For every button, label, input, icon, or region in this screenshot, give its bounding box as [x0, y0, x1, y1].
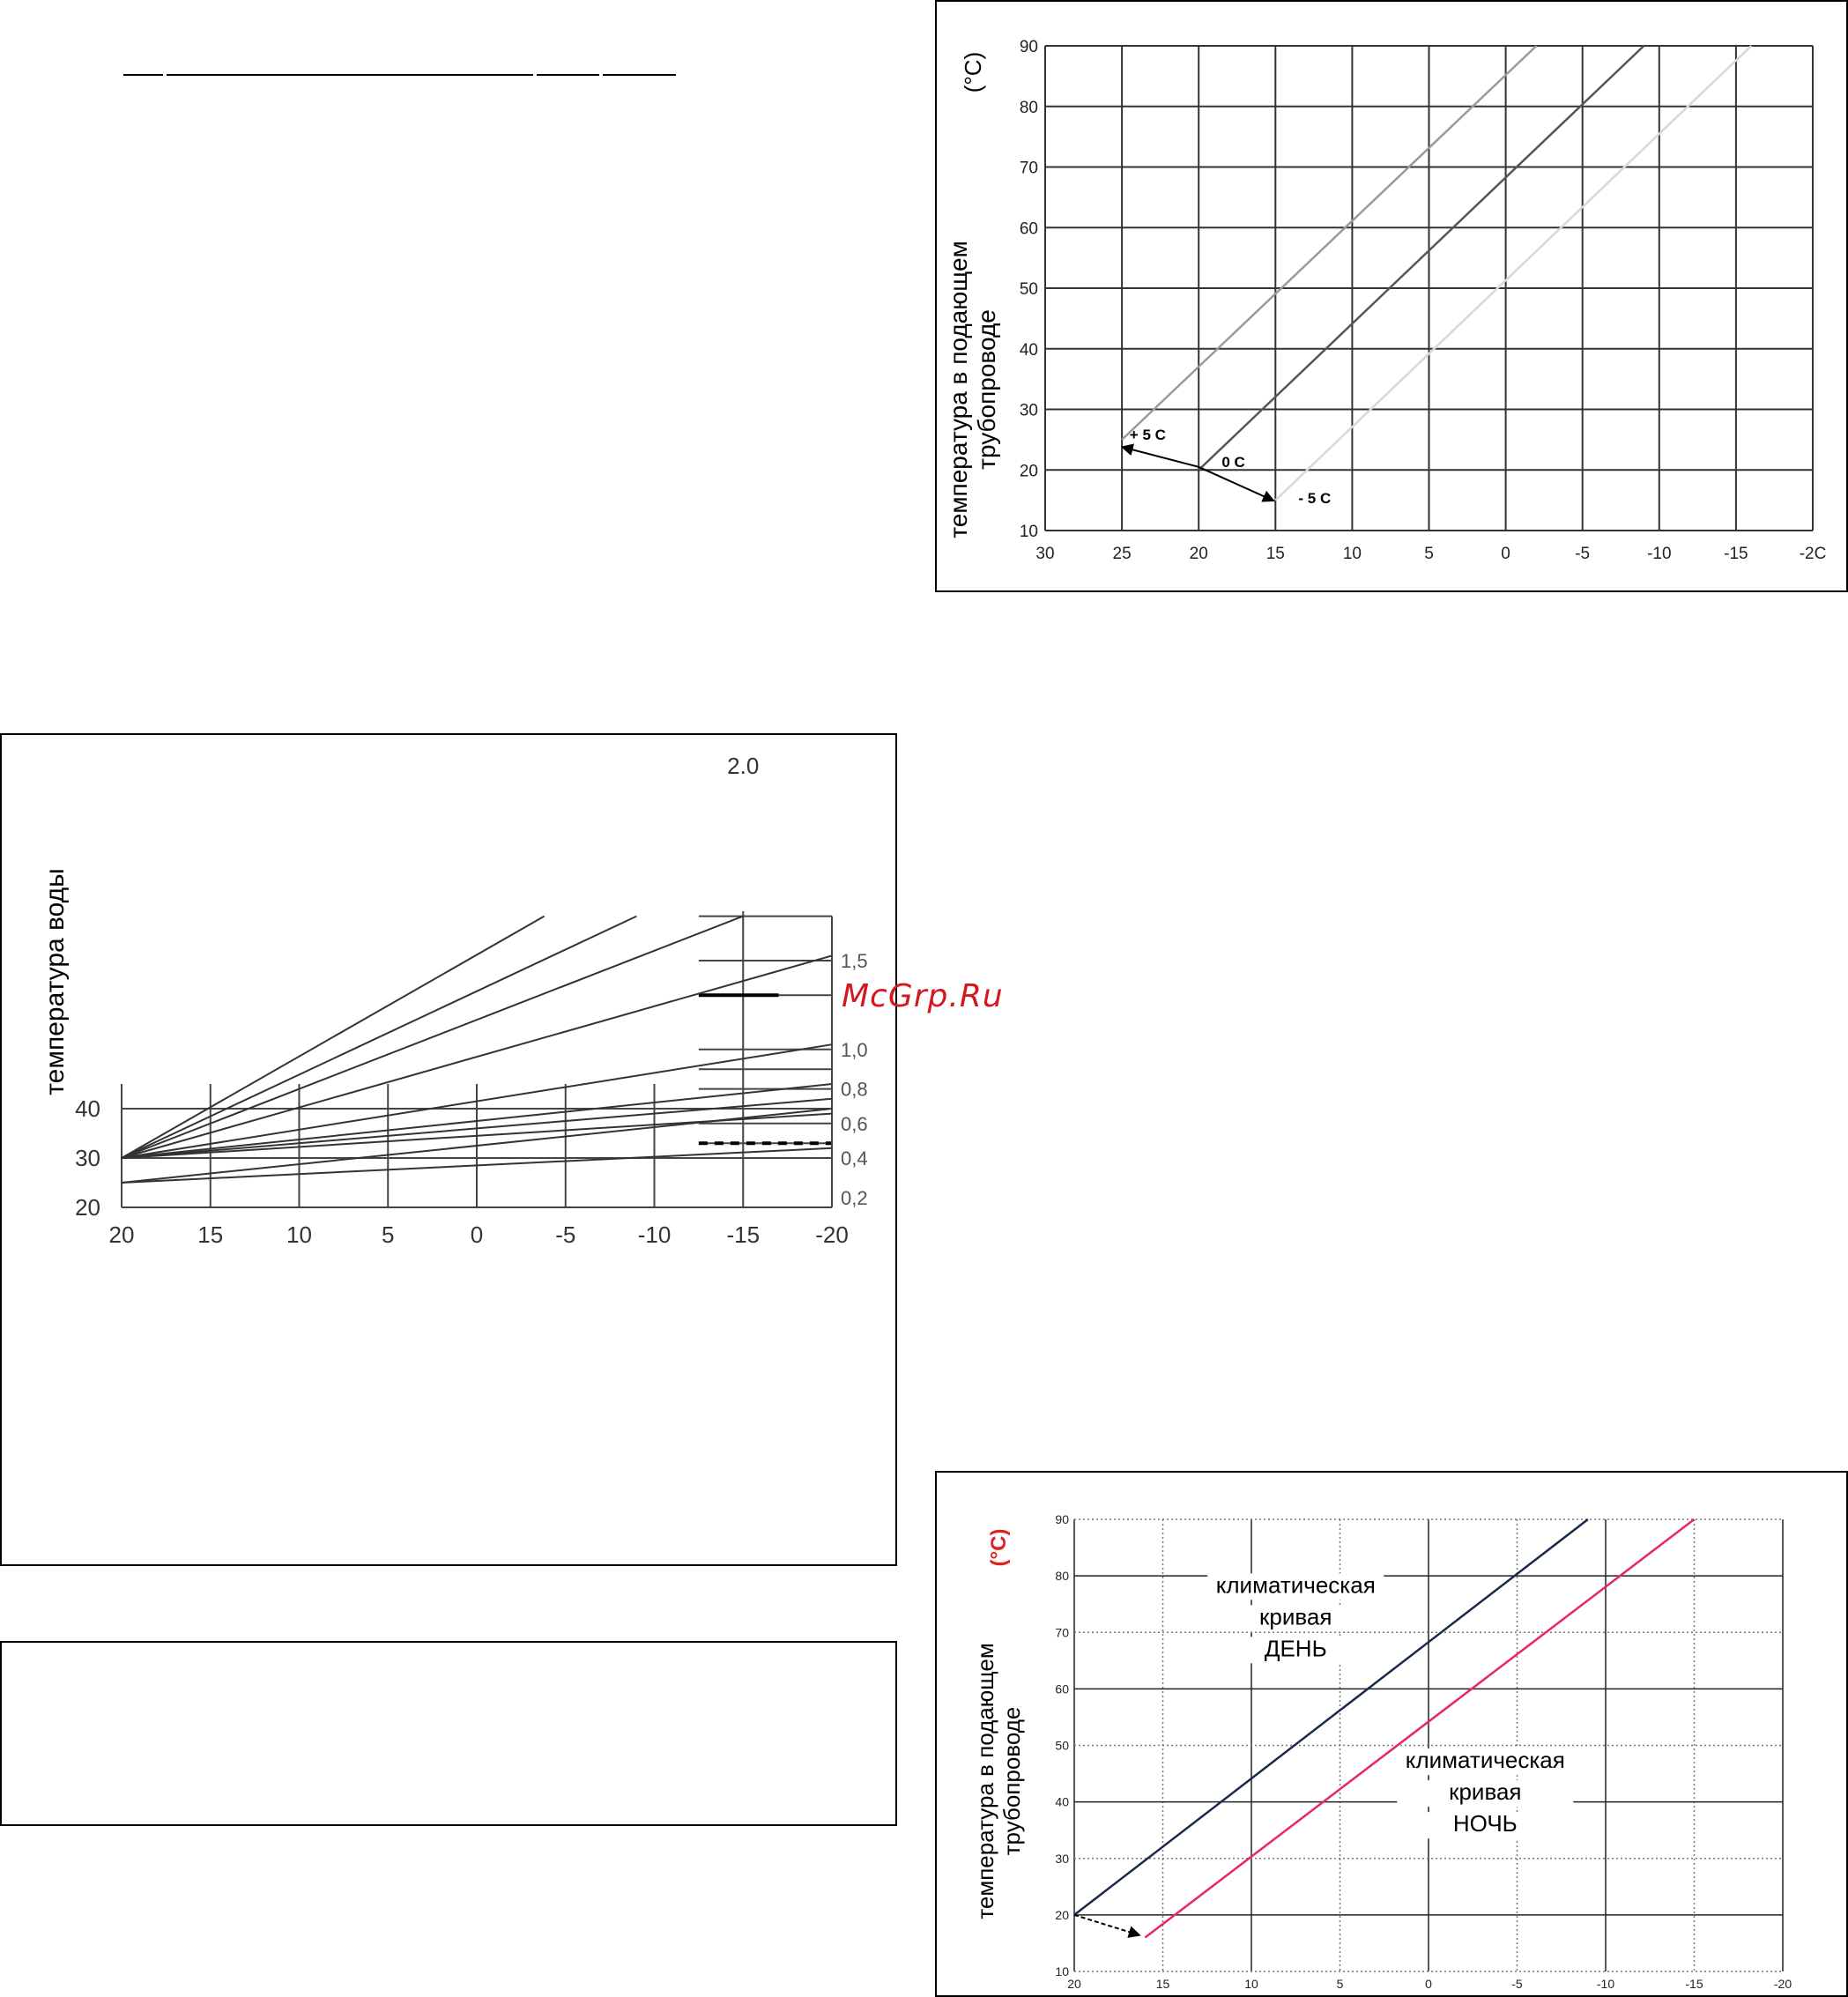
x-tick-label: 20	[1067, 1977, 1081, 1991]
day-curve-label: ДЕНЬ	[1264, 1635, 1327, 1662]
x-tick-label: -5	[1575, 545, 1591, 563]
night-curve-label: кривая	[1449, 1778, 1522, 1806]
y-tick-label: 30	[75, 1145, 100, 1171]
family-chart-frame	[0, 733, 897, 1566]
shift-chart-frame	[935, 0, 1848, 592]
x-tick-label: 20	[1189, 545, 1208, 563]
x-tick-label: -20	[815, 1221, 849, 1248]
x-tick-label: -15	[726, 1221, 761, 1248]
y-tick-label: 80	[1055, 1569, 1069, 1584]
day-curve-label: кривая	[1259, 1603, 1332, 1630]
night-curve-label: климатическая	[1405, 1747, 1565, 1774]
y-tick-label: 70	[1019, 159, 1038, 178]
y-axis-label-text: температура воды	[41, 868, 70, 1095]
daynight-chart-frame	[935, 1471, 1848, 1997]
night-curve-label: НОЧЬ	[1452, 1810, 1518, 1837]
y-tick-label: 80	[1019, 98, 1038, 117]
x-tick-label: -10	[1596, 1977, 1615, 1991]
curve-label: 0,6	[841, 1112, 868, 1135]
x-tick-label: -15	[1685, 1977, 1703, 1991]
day-curve-label: климатическая	[1215, 1571, 1376, 1599]
y-axis-label	[945, 52, 1000, 538]
y-tick-label: 10	[1019, 523, 1038, 541]
y-axis-label-line2: трубопроводе	[973, 309, 1000, 470]
x-tick-label: -5	[1511, 1977, 1523, 1991]
y-tick-label: 30	[1019, 401, 1038, 420]
shift-arrow	[1199, 467, 1273, 501]
curve-label: 1,5	[841, 950, 868, 972]
curve-line	[122, 917, 743, 1158]
annotation-label: - 5 C	[1298, 490, 1332, 508]
y-tick-label: 50	[1055, 1738, 1069, 1753]
x-tick-label: 10	[1342, 545, 1362, 563]
x-tick-label: 0	[1501, 545, 1510, 563]
y-tick-label: 40	[1019, 340, 1038, 360]
x-tick-label: -2C	[1799, 545, 1827, 563]
y-tick-label: 30	[1055, 1851, 1069, 1866]
series-line	[1275, 46, 1751, 501]
curve-label: 0,2	[841, 1186, 868, 1209]
y-tick-label: 60	[1019, 219, 1038, 239]
y-tick-label: 90	[1019, 38, 1038, 56]
family-chart	[2, 735, 895, 1564]
night-shift-arrow	[1074, 1915, 1139, 1935]
x-tick-label: 0	[470, 1221, 484, 1248]
x-tick-label: 30	[1035, 545, 1055, 563]
curve-label: 0,4	[841, 1147, 868, 1169]
x-tick-label: 10	[286, 1221, 312, 1248]
x-tick-label: 15	[197, 1221, 224, 1248]
shift-chart	[937, 2, 1846, 590]
y-axis-label	[972, 1529, 1025, 1919]
curve-label: 0,8	[841, 1078, 868, 1101]
y-axis-label-line1: температура в подающем	[972, 1643, 998, 1919]
top-curve-label: 2.0	[727, 753, 760, 779]
y-axis-unit: (°C)	[960, 51, 986, 93]
empty-note-box	[0, 1641, 897, 1826]
series-line	[1122, 46, 1536, 440]
y-axis-label	[41, 868, 70, 1095]
shift-arrow	[1122, 447, 1199, 467]
x-tick-label: 15	[1265, 545, 1285, 563]
y-tick-label: 70	[1055, 1625, 1069, 1640]
y-axis-unit: (°C)	[987, 1528, 1011, 1567]
x-tick-label: 5	[1336, 1977, 1344, 1991]
daynight-chart	[937, 1473, 1846, 1995]
x-tick-label: 15	[1155, 1977, 1170, 1991]
x-tick-label: 20	[108, 1221, 135, 1248]
curve-label: 1,0	[841, 1038, 868, 1061]
y-tick-label: 10	[1055, 1964, 1069, 1978]
header-underline	[119, 66, 683, 84]
y-axis-label-line2: трубопроводе	[998, 1706, 1025, 1856]
x-tick-label: 25	[1112, 545, 1132, 563]
x-tick-label: 0	[1425, 1977, 1432, 1991]
x-tick-label: 5	[382, 1221, 395, 1248]
y-tick-label: 20	[1019, 462, 1038, 481]
x-tick-label: -5	[555, 1221, 576, 1248]
annotation-label: + 5 C	[1129, 426, 1166, 443]
y-tick-label: 40	[1055, 1794, 1069, 1809]
y-tick-label: 20	[75, 1194, 100, 1221]
y-axis-label-line1: температура в подающем	[945, 241, 972, 538]
annotation-label: 0 C	[1221, 453, 1245, 471]
x-tick-label: -20	[1773, 1977, 1792, 1991]
y-tick-label: 40	[75, 1095, 100, 1122]
y-tick-label: 20	[1055, 1907, 1069, 1922]
y-tick-label: 60	[1055, 1681, 1069, 1696]
curve-line	[122, 917, 545, 1158]
watermark-text: McGrp.Ru	[842, 978, 1004, 1014]
x-tick-label: 10	[1244, 1977, 1258, 1991]
x-tick-label: -10	[1647, 545, 1672, 563]
y-tick-label: 50	[1019, 280, 1038, 299]
y-tick-label: 90	[1055, 1512, 1069, 1526]
x-tick-label: -10	[637, 1221, 672, 1248]
series-line	[1199, 46, 1644, 470]
x-tick-label: -15	[1724, 545, 1748, 563]
x-tick-label: 5	[1424, 545, 1434, 563]
